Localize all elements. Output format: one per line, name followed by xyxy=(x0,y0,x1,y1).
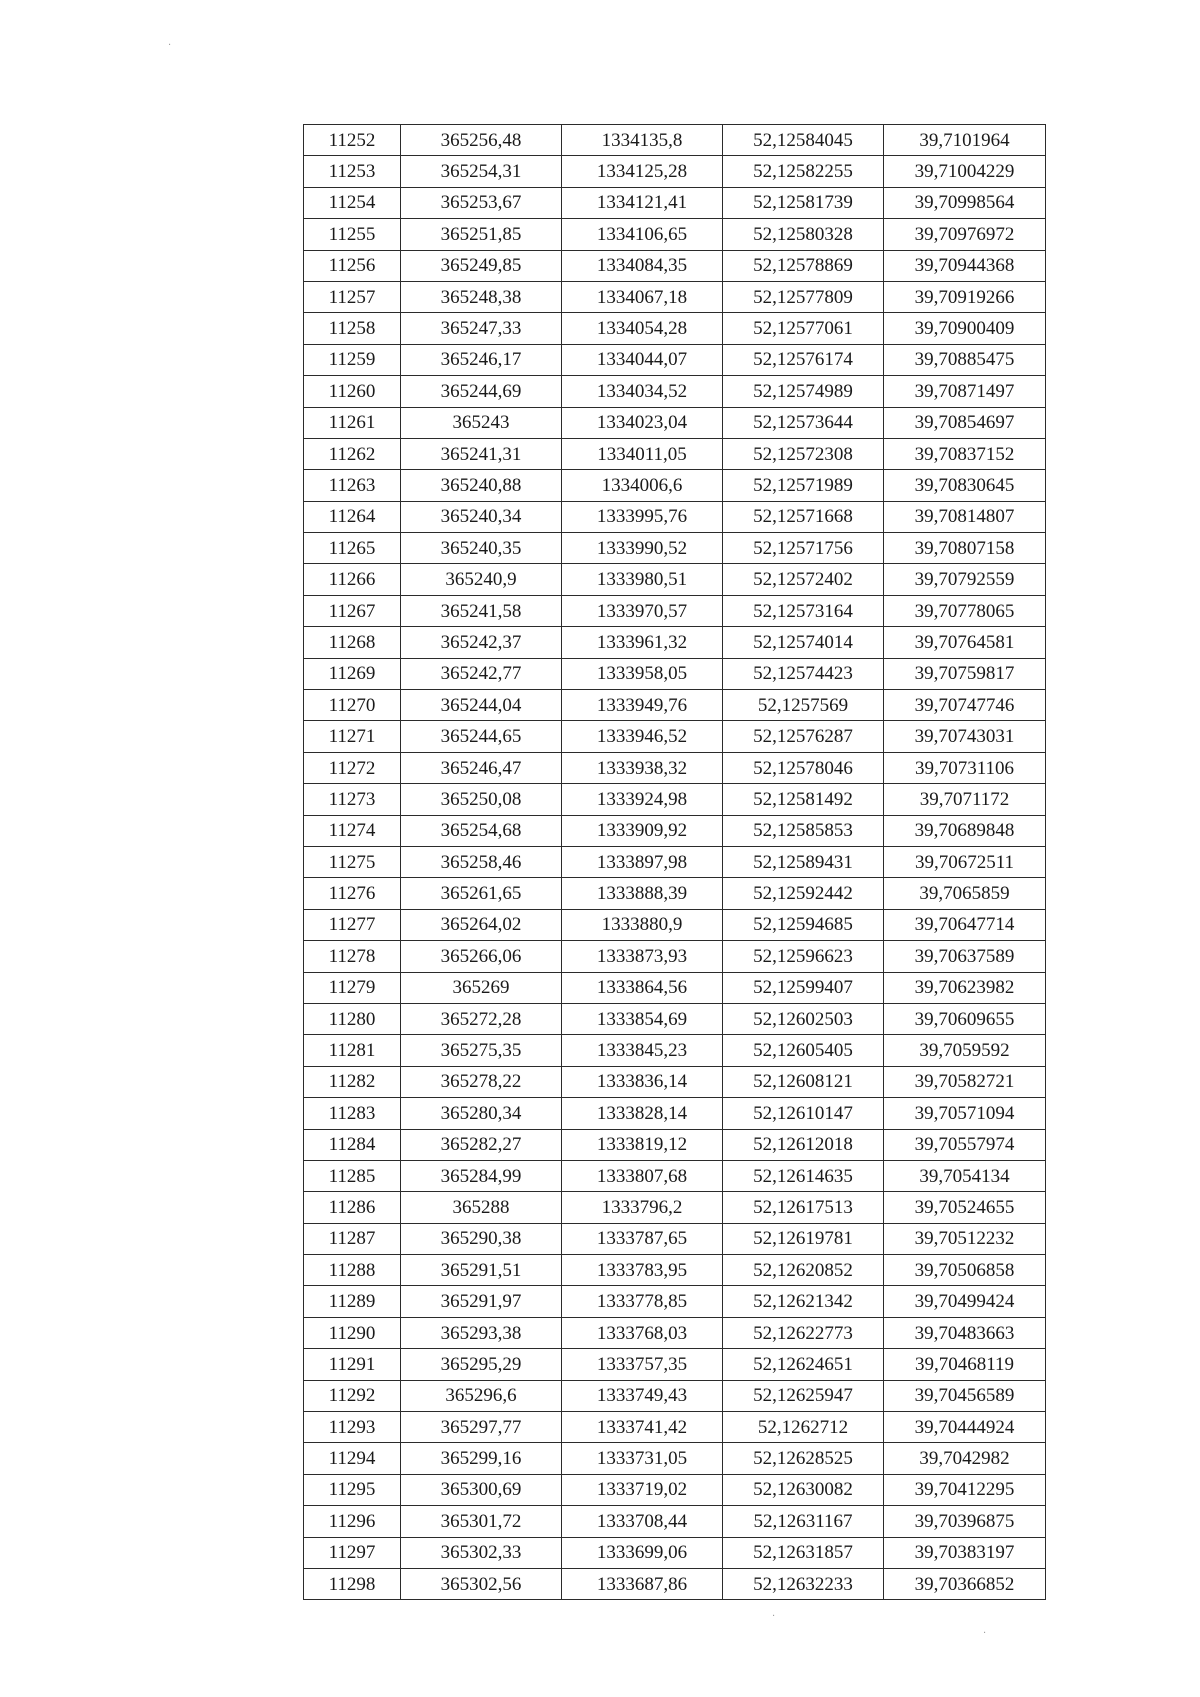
latitude-cell: 52,12619781 xyxy=(723,1223,884,1254)
longitude-cell: 39,70792559 xyxy=(884,564,1046,595)
point-number-cell: 11276 xyxy=(304,878,401,909)
table-row xyxy=(304,878,1046,909)
latitude-cell: 52,12628525 xyxy=(723,1443,884,1474)
table-row xyxy=(304,972,1046,1003)
x-coordinate-cell: 365240,34 xyxy=(401,501,562,532)
x-coordinate-cell: 365302,33 xyxy=(401,1537,562,1568)
y-coordinate-cell: 1334023,04 xyxy=(562,407,723,438)
latitude-cell: 52,12573644 xyxy=(723,407,884,438)
x-coordinate-cell: 365300,69 xyxy=(401,1474,562,1505)
point-number-cell: 11266 xyxy=(304,564,401,595)
table-row xyxy=(304,1255,1046,1286)
table-row xyxy=(304,376,1046,407)
longitude-cell: 39,70444924 xyxy=(884,1412,1046,1443)
point-number-cell: 11277 xyxy=(304,909,401,940)
latitude-cell: 52,12589431 xyxy=(723,846,884,877)
table-row xyxy=(304,815,1046,846)
y-coordinate-cell: 1333897,98 xyxy=(562,846,723,877)
y-coordinate-cell: 1333719,02 xyxy=(562,1474,723,1505)
coordinates-table xyxy=(303,124,1046,1600)
y-coordinate-cell: 1333708,44 xyxy=(562,1506,723,1537)
table-row xyxy=(304,690,1046,721)
point-number-cell: 11297 xyxy=(304,1537,401,1568)
x-coordinate-cell: 365256,48 xyxy=(401,125,562,156)
x-coordinate-cell: 365240,88 xyxy=(401,470,562,501)
y-coordinate-cell: 1333990,52 xyxy=(562,533,723,564)
y-coordinate-cell: 1333768,03 xyxy=(562,1317,723,1348)
y-coordinate-cell: 1333958,05 xyxy=(562,658,723,689)
table-row xyxy=(304,1035,1046,1066)
x-coordinate-cell: 365241,31 xyxy=(401,438,562,469)
x-coordinate-cell: 365240,9 xyxy=(401,564,562,595)
longitude-cell: 39,70468119 xyxy=(884,1349,1046,1380)
latitude-cell: 52,12622773 xyxy=(723,1317,884,1348)
x-coordinate-cell: 365243 xyxy=(401,407,562,438)
y-coordinate-cell: 1334106,65 xyxy=(562,219,723,250)
y-coordinate-cell: 1333749,43 xyxy=(562,1380,723,1411)
point-number-cell: 11285 xyxy=(304,1160,401,1191)
y-coordinate-cell: 1333731,05 xyxy=(562,1443,723,1474)
y-coordinate-cell: 1333796,2 xyxy=(562,1192,723,1223)
latitude-cell: 52,1262712 xyxy=(723,1412,884,1443)
longitude-cell: 39,70637589 xyxy=(884,941,1046,972)
table-row xyxy=(304,721,1046,752)
table-row xyxy=(304,595,1046,626)
latitude-cell: 52,12576174 xyxy=(723,344,884,375)
x-coordinate-cell: 365301,72 xyxy=(401,1506,562,1537)
point-number-cell: 11296 xyxy=(304,1506,401,1537)
point-number-cell: 11252 xyxy=(304,125,401,156)
longitude-cell: 39,70885475 xyxy=(884,344,1046,375)
y-coordinate-cell: 1334011,05 xyxy=(562,438,723,469)
x-coordinate-cell: 365254,68 xyxy=(401,815,562,846)
latitude-cell: 52,12580328 xyxy=(723,219,884,250)
y-coordinate-cell: 1333888,39 xyxy=(562,878,723,909)
table-row xyxy=(304,1223,1046,1254)
y-coordinate-cell: 1333970,57 xyxy=(562,595,723,626)
latitude-cell: 52,12584045 xyxy=(723,125,884,156)
y-coordinate-cell: 1334121,41 xyxy=(562,187,723,218)
table-row xyxy=(304,250,1046,281)
table-row xyxy=(304,1192,1046,1223)
latitude-cell: 52,12614635 xyxy=(723,1160,884,1191)
x-coordinate-cell: 365280,34 xyxy=(401,1098,562,1129)
table-row xyxy=(304,1317,1046,1348)
longitude-cell: 39,70764581 xyxy=(884,627,1046,658)
longitude-cell: 39,70747746 xyxy=(884,690,1046,721)
y-coordinate-cell: 1333741,42 xyxy=(562,1412,723,1443)
x-coordinate-cell: 365290,38 xyxy=(401,1223,562,1254)
scan-speck: · xyxy=(772,1611,776,1622)
longitude-cell: 39,70944368 xyxy=(884,250,1046,281)
table-row xyxy=(304,846,1046,877)
latitude-cell: 52,12632233 xyxy=(723,1568,884,1599)
y-coordinate-cell: 1333778,85 xyxy=(562,1286,723,1317)
longitude-cell: 39,7065859 xyxy=(884,878,1046,909)
point-number-cell: 11298 xyxy=(304,1568,401,1599)
x-coordinate-cell: 365282,27 xyxy=(401,1129,562,1160)
table-row xyxy=(304,1537,1046,1568)
longitude-cell: 39,70383197 xyxy=(884,1537,1046,1568)
point-number-cell: 11253 xyxy=(304,156,401,187)
table-row xyxy=(304,1129,1046,1160)
latitude-cell: 52,12573164 xyxy=(723,595,884,626)
latitude-cell: 52,12585853 xyxy=(723,815,884,846)
longitude-cell: 39,70743031 xyxy=(884,721,1046,752)
x-coordinate-cell: 365254,31 xyxy=(401,156,562,187)
table-row xyxy=(304,438,1046,469)
point-number-cell: 11289 xyxy=(304,1286,401,1317)
longitude-cell: 39,70759817 xyxy=(884,658,1046,689)
x-coordinate-cell: 365244,69 xyxy=(401,376,562,407)
y-coordinate-cell: 1334054,28 xyxy=(562,313,723,344)
y-coordinate-cell: 1334125,28 xyxy=(562,156,723,187)
longitude-cell: 39,70483663 xyxy=(884,1317,1046,1348)
point-number-cell: 11255 xyxy=(304,219,401,250)
point-number-cell: 11259 xyxy=(304,344,401,375)
table-row xyxy=(304,344,1046,375)
longitude-cell: 39,7071172 xyxy=(884,784,1046,815)
longitude-cell: 39,71004229 xyxy=(884,156,1046,187)
latitude-cell: 52,12610147 xyxy=(723,1098,884,1129)
x-coordinate-cell: 365247,33 xyxy=(401,313,562,344)
table-row xyxy=(304,1349,1046,1380)
latitude-cell: 52,12605405 xyxy=(723,1035,884,1066)
longitude-cell: 39,70807158 xyxy=(884,533,1046,564)
x-coordinate-cell: 365293,38 xyxy=(401,1317,562,1348)
x-coordinate-cell: 365240,35 xyxy=(401,533,562,564)
y-coordinate-cell: 1333845,23 xyxy=(562,1035,723,1066)
table-row xyxy=(304,1412,1046,1443)
y-coordinate-cell: 1333938,32 xyxy=(562,752,723,783)
longitude-cell: 39,7059592 xyxy=(884,1035,1046,1066)
table-row xyxy=(304,187,1046,218)
table-row xyxy=(304,219,1046,250)
latitude-cell: 52,12571756 xyxy=(723,533,884,564)
longitude-cell: 39,70976972 xyxy=(884,219,1046,250)
y-coordinate-cell: 1333819,12 xyxy=(562,1129,723,1160)
y-coordinate-cell: 1333807,68 xyxy=(562,1160,723,1191)
table-row xyxy=(304,784,1046,815)
latitude-cell: 52,12602503 xyxy=(723,1003,884,1034)
point-number-cell: 11257 xyxy=(304,281,401,312)
point-number-cell: 11272 xyxy=(304,752,401,783)
point-number-cell: 11274 xyxy=(304,815,401,846)
table-row xyxy=(304,313,1046,344)
latitude-cell: 52,12594685 xyxy=(723,909,884,940)
x-coordinate-cell: 365291,51 xyxy=(401,1255,562,1286)
point-number-cell: 11269 xyxy=(304,658,401,689)
x-coordinate-cell: 365244,65 xyxy=(401,721,562,752)
table-row xyxy=(304,533,1046,564)
latitude-cell: 52,12592442 xyxy=(723,878,884,909)
x-coordinate-cell: 365264,02 xyxy=(401,909,562,940)
table-row xyxy=(304,501,1046,532)
x-coordinate-cell: 365248,38 xyxy=(401,281,562,312)
point-number-cell: 11283 xyxy=(304,1098,401,1129)
y-coordinate-cell: 1333757,35 xyxy=(562,1349,723,1380)
point-number-cell: 11258 xyxy=(304,313,401,344)
x-coordinate-cell: 365275,35 xyxy=(401,1035,562,1066)
table-row xyxy=(304,1066,1046,1097)
point-number-cell: 11256 xyxy=(304,250,401,281)
y-coordinate-cell: 1334084,35 xyxy=(562,250,723,281)
point-number-cell: 11287 xyxy=(304,1223,401,1254)
table-row xyxy=(304,658,1046,689)
point-number-cell: 11290 xyxy=(304,1317,401,1348)
point-number-cell: 11264 xyxy=(304,501,401,532)
latitude-cell: 52,12574014 xyxy=(723,627,884,658)
point-number-cell: 11267 xyxy=(304,595,401,626)
point-number-cell: 11294 xyxy=(304,1443,401,1474)
point-number-cell: 11280 xyxy=(304,1003,401,1034)
y-coordinate-cell: 1333699,06 xyxy=(562,1537,723,1568)
y-coordinate-cell: 1333946,52 xyxy=(562,721,723,752)
point-number-cell: 11278 xyxy=(304,941,401,972)
x-coordinate-cell: 365299,16 xyxy=(401,1443,562,1474)
y-coordinate-cell: 1334135,8 xyxy=(562,125,723,156)
longitude-cell: 39,70456589 xyxy=(884,1380,1046,1411)
latitude-cell: 52,12596623 xyxy=(723,941,884,972)
latitude-cell: 52,12625947 xyxy=(723,1380,884,1411)
y-coordinate-cell: 1333980,51 xyxy=(562,564,723,595)
y-coordinate-cell: 1333873,93 xyxy=(562,941,723,972)
latitude-cell: 52,12582255 xyxy=(723,156,884,187)
x-coordinate-cell: 365246,17 xyxy=(401,344,562,375)
latitude-cell: 52,1257569 xyxy=(723,690,884,721)
table-row xyxy=(304,1380,1046,1411)
point-number-cell: 11288 xyxy=(304,1255,401,1286)
x-coordinate-cell: 365242,77 xyxy=(401,658,562,689)
x-coordinate-cell: 365302,56 xyxy=(401,1568,562,1599)
y-coordinate-cell: 1334034,52 xyxy=(562,376,723,407)
table-body xyxy=(304,125,1046,1600)
latitude-cell: 52,12630082 xyxy=(723,1474,884,1505)
point-number-cell: 11263 xyxy=(304,470,401,501)
longitude-cell: 39,7101964 xyxy=(884,125,1046,156)
longitude-cell: 39,70837152 xyxy=(884,438,1046,469)
scan-speck: · xyxy=(168,40,172,51)
longitude-cell: 39,70557974 xyxy=(884,1129,1046,1160)
point-number-cell: 11291 xyxy=(304,1349,401,1380)
y-coordinate-cell: 1333961,32 xyxy=(562,627,723,658)
y-coordinate-cell: 1334067,18 xyxy=(562,281,723,312)
point-number-cell: 11270 xyxy=(304,690,401,721)
table-row xyxy=(304,281,1046,312)
point-number-cell: 11275 xyxy=(304,846,401,877)
latitude-cell: 52,12581492 xyxy=(723,784,884,815)
table-row xyxy=(304,1160,1046,1191)
latitude-cell: 52,12631857 xyxy=(723,1537,884,1568)
latitude-cell: 52,12608121 xyxy=(723,1066,884,1097)
x-coordinate-cell: 365296,6 xyxy=(401,1380,562,1411)
table-row xyxy=(304,752,1046,783)
table-row xyxy=(304,1286,1046,1317)
latitude-cell: 52,12572402 xyxy=(723,564,884,595)
latitude-cell: 52,12574423 xyxy=(723,658,884,689)
table-row xyxy=(304,941,1046,972)
y-coordinate-cell: 1333783,95 xyxy=(562,1255,723,1286)
x-coordinate-cell: 365261,65 xyxy=(401,878,562,909)
longitude-cell: 39,70900409 xyxy=(884,313,1046,344)
point-number-cell: 11282 xyxy=(304,1066,401,1097)
x-coordinate-cell: 365295,29 xyxy=(401,1349,562,1380)
longitude-cell: 39,70672511 xyxy=(884,846,1046,877)
longitude-cell: 39,70871497 xyxy=(884,376,1046,407)
table-row xyxy=(304,909,1046,940)
longitude-cell: 39,7042982 xyxy=(884,1443,1046,1474)
latitude-cell: 52,12620852 xyxy=(723,1255,884,1286)
y-coordinate-cell: 1333949,76 xyxy=(562,690,723,721)
latitude-cell: 52,12624651 xyxy=(723,1349,884,1380)
longitude-cell: 39,70609655 xyxy=(884,1003,1046,1034)
table-row xyxy=(304,125,1046,156)
longitude-cell: 39,70623982 xyxy=(884,972,1046,1003)
point-number-cell: 11293 xyxy=(304,1412,401,1443)
table-row xyxy=(304,1098,1046,1129)
longitude-cell: 39,70582721 xyxy=(884,1066,1046,1097)
longitude-cell: 39,70814807 xyxy=(884,501,1046,532)
point-number-cell: 11261 xyxy=(304,407,401,438)
latitude-cell: 52,12577061 xyxy=(723,313,884,344)
latitude-cell: 52,12572308 xyxy=(723,438,884,469)
point-number-cell: 11268 xyxy=(304,627,401,658)
longitude-cell: 39,70998564 xyxy=(884,187,1046,218)
latitude-cell: 52,12617513 xyxy=(723,1192,884,1223)
x-coordinate-cell: 365246,47 xyxy=(401,752,562,783)
table-row xyxy=(304,407,1046,438)
latitude-cell: 52,12576287 xyxy=(723,721,884,752)
longitude-cell: 39,70689848 xyxy=(884,815,1046,846)
x-coordinate-cell: 365244,04 xyxy=(401,690,562,721)
latitude-cell: 52,12599407 xyxy=(723,972,884,1003)
longitude-cell: 39,70571094 xyxy=(884,1098,1046,1129)
x-coordinate-cell: 365284,99 xyxy=(401,1160,562,1191)
longitude-cell: 39,70524655 xyxy=(884,1192,1046,1223)
latitude-cell: 52,12578869 xyxy=(723,250,884,281)
latitude-cell: 52,12574989 xyxy=(723,376,884,407)
x-coordinate-cell: 365242,37 xyxy=(401,627,562,658)
table-row xyxy=(304,564,1046,595)
x-coordinate-cell: 365291,97 xyxy=(401,1286,562,1317)
latitude-cell: 52,12578046 xyxy=(723,752,884,783)
point-number-cell: 11295 xyxy=(304,1474,401,1505)
longitude-cell: 39,70396875 xyxy=(884,1506,1046,1537)
table-row xyxy=(304,627,1046,658)
latitude-cell: 52,12631167 xyxy=(723,1506,884,1537)
longitude-cell: 39,7054134 xyxy=(884,1160,1046,1191)
y-coordinate-cell: 1333854,69 xyxy=(562,1003,723,1034)
y-coordinate-cell: 1333880,9 xyxy=(562,909,723,940)
point-number-cell: 11262 xyxy=(304,438,401,469)
longitude-cell: 39,70506858 xyxy=(884,1255,1046,1286)
y-coordinate-cell: 1333909,92 xyxy=(562,815,723,846)
point-number-cell: 11271 xyxy=(304,721,401,752)
x-coordinate-cell: 365297,77 xyxy=(401,1412,562,1443)
longitude-cell: 39,70647714 xyxy=(884,909,1046,940)
latitude-cell: 52,12581739 xyxy=(723,187,884,218)
y-coordinate-cell: 1333924,98 xyxy=(562,784,723,815)
longitude-cell: 39,70366852 xyxy=(884,1568,1046,1599)
scan-speck: · xyxy=(983,1628,987,1639)
table-row xyxy=(304,470,1046,501)
longitude-cell: 39,70412295 xyxy=(884,1474,1046,1505)
latitude-cell: 52,12571989 xyxy=(723,470,884,501)
latitude-cell: 52,12571668 xyxy=(723,501,884,532)
x-coordinate-cell: 365250,08 xyxy=(401,784,562,815)
longitude-cell: 39,70499424 xyxy=(884,1286,1046,1317)
point-number-cell: 11273 xyxy=(304,784,401,815)
y-coordinate-cell: 1333687,86 xyxy=(562,1568,723,1599)
point-number-cell: 11254 xyxy=(304,187,401,218)
table-row xyxy=(304,1568,1046,1599)
y-coordinate-cell: 1334006,6 xyxy=(562,470,723,501)
y-coordinate-cell: 1333787,65 xyxy=(562,1223,723,1254)
longitude-cell: 39,70512232 xyxy=(884,1223,1046,1254)
table-row xyxy=(304,1443,1046,1474)
x-coordinate-cell: 365288 xyxy=(401,1192,562,1223)
longitude-cell: 39,70830645 xyxy=(884,470,1046,501)
point-number-cell: 11279 xyxy=(304,972,401,1003)
table-row xyxy=(304,1506,1046,1537)
y-coordinate-cell: 1334044,07 xyxy=(562,344,723,375)
x-coordinate-cell: 365249,85 xyxy=(401,250,562,281)
table-row xyxy=(304,156,1046,187)
y-coordinate-cell: 1333836,14 xyxy=(562,1066,723,1097)
latitude-cell: 52,12577809 xyxy=(723,281,884,312)
y-coordinate-cell: 1333995,76 xyxy=(562,501,723,532)
x-coordinate-cell: 365269 xyxy=(401,972,562,1003)
longitude-cell: 39,70731106 xyxy=(884,752,1046,783)
x-coordinate-cell: 365258,46 xyxy=(401,846,562,877)
point-number-cell: 11284 xyxy=(304,1129,401,1160)
latitude-cell: 52,12612018 xyxy=(723,1129,884,1160)
y-coordinate-cell: 1333864,56 xyxy=(562,972,723,1003)
x-coordinate-cell: 365241,58 xyxy=(401,595,562,626)
point-number-cell: 11260 xyxy=(304,376,401,407)
x-coordinate-cell: 365251,85 xyxy=(401,219,562,250)
longitude-cell: 39,70854697 xyxy=(884,407,1046,438)
longitude-cell: 39,70778065 xyxy=(884,595,1046,626)
point-number-cell: 11292 xyxy=(304,1380,401,1411)
table-row xyxy=(304,1474,1046,1505)
table-row xyxy=(304,1003,1046,1034)
longitude-cell: 39,70919266 xyxy=(884,281,1046,312)
latitude-cell: 52,12621342 xyxy=(723,1286,884,1317)
y-coordinate-cell: 1333828,14 xyxy=(562,1098,723,1129)
x-coordinate-cell: 365278,22 xyxy=(401,1066,562,1097)
x-coordinate-cell: 365253,67 xyxy=(401,187,562,218)
point-number-cell: 11281 xyxy=(304,1035,401,1066)
x-coordinate-cell: 365266,06 xyxy=(401,941,562,972)
point-number-cell: 11265 xyxy=(304,533,401,564)
x-coordinate-cell: 365272,28 xyxy=(401,1003,562,1034)
point-number-cell: 11286 xyxy=(304,1192,401,1223)
